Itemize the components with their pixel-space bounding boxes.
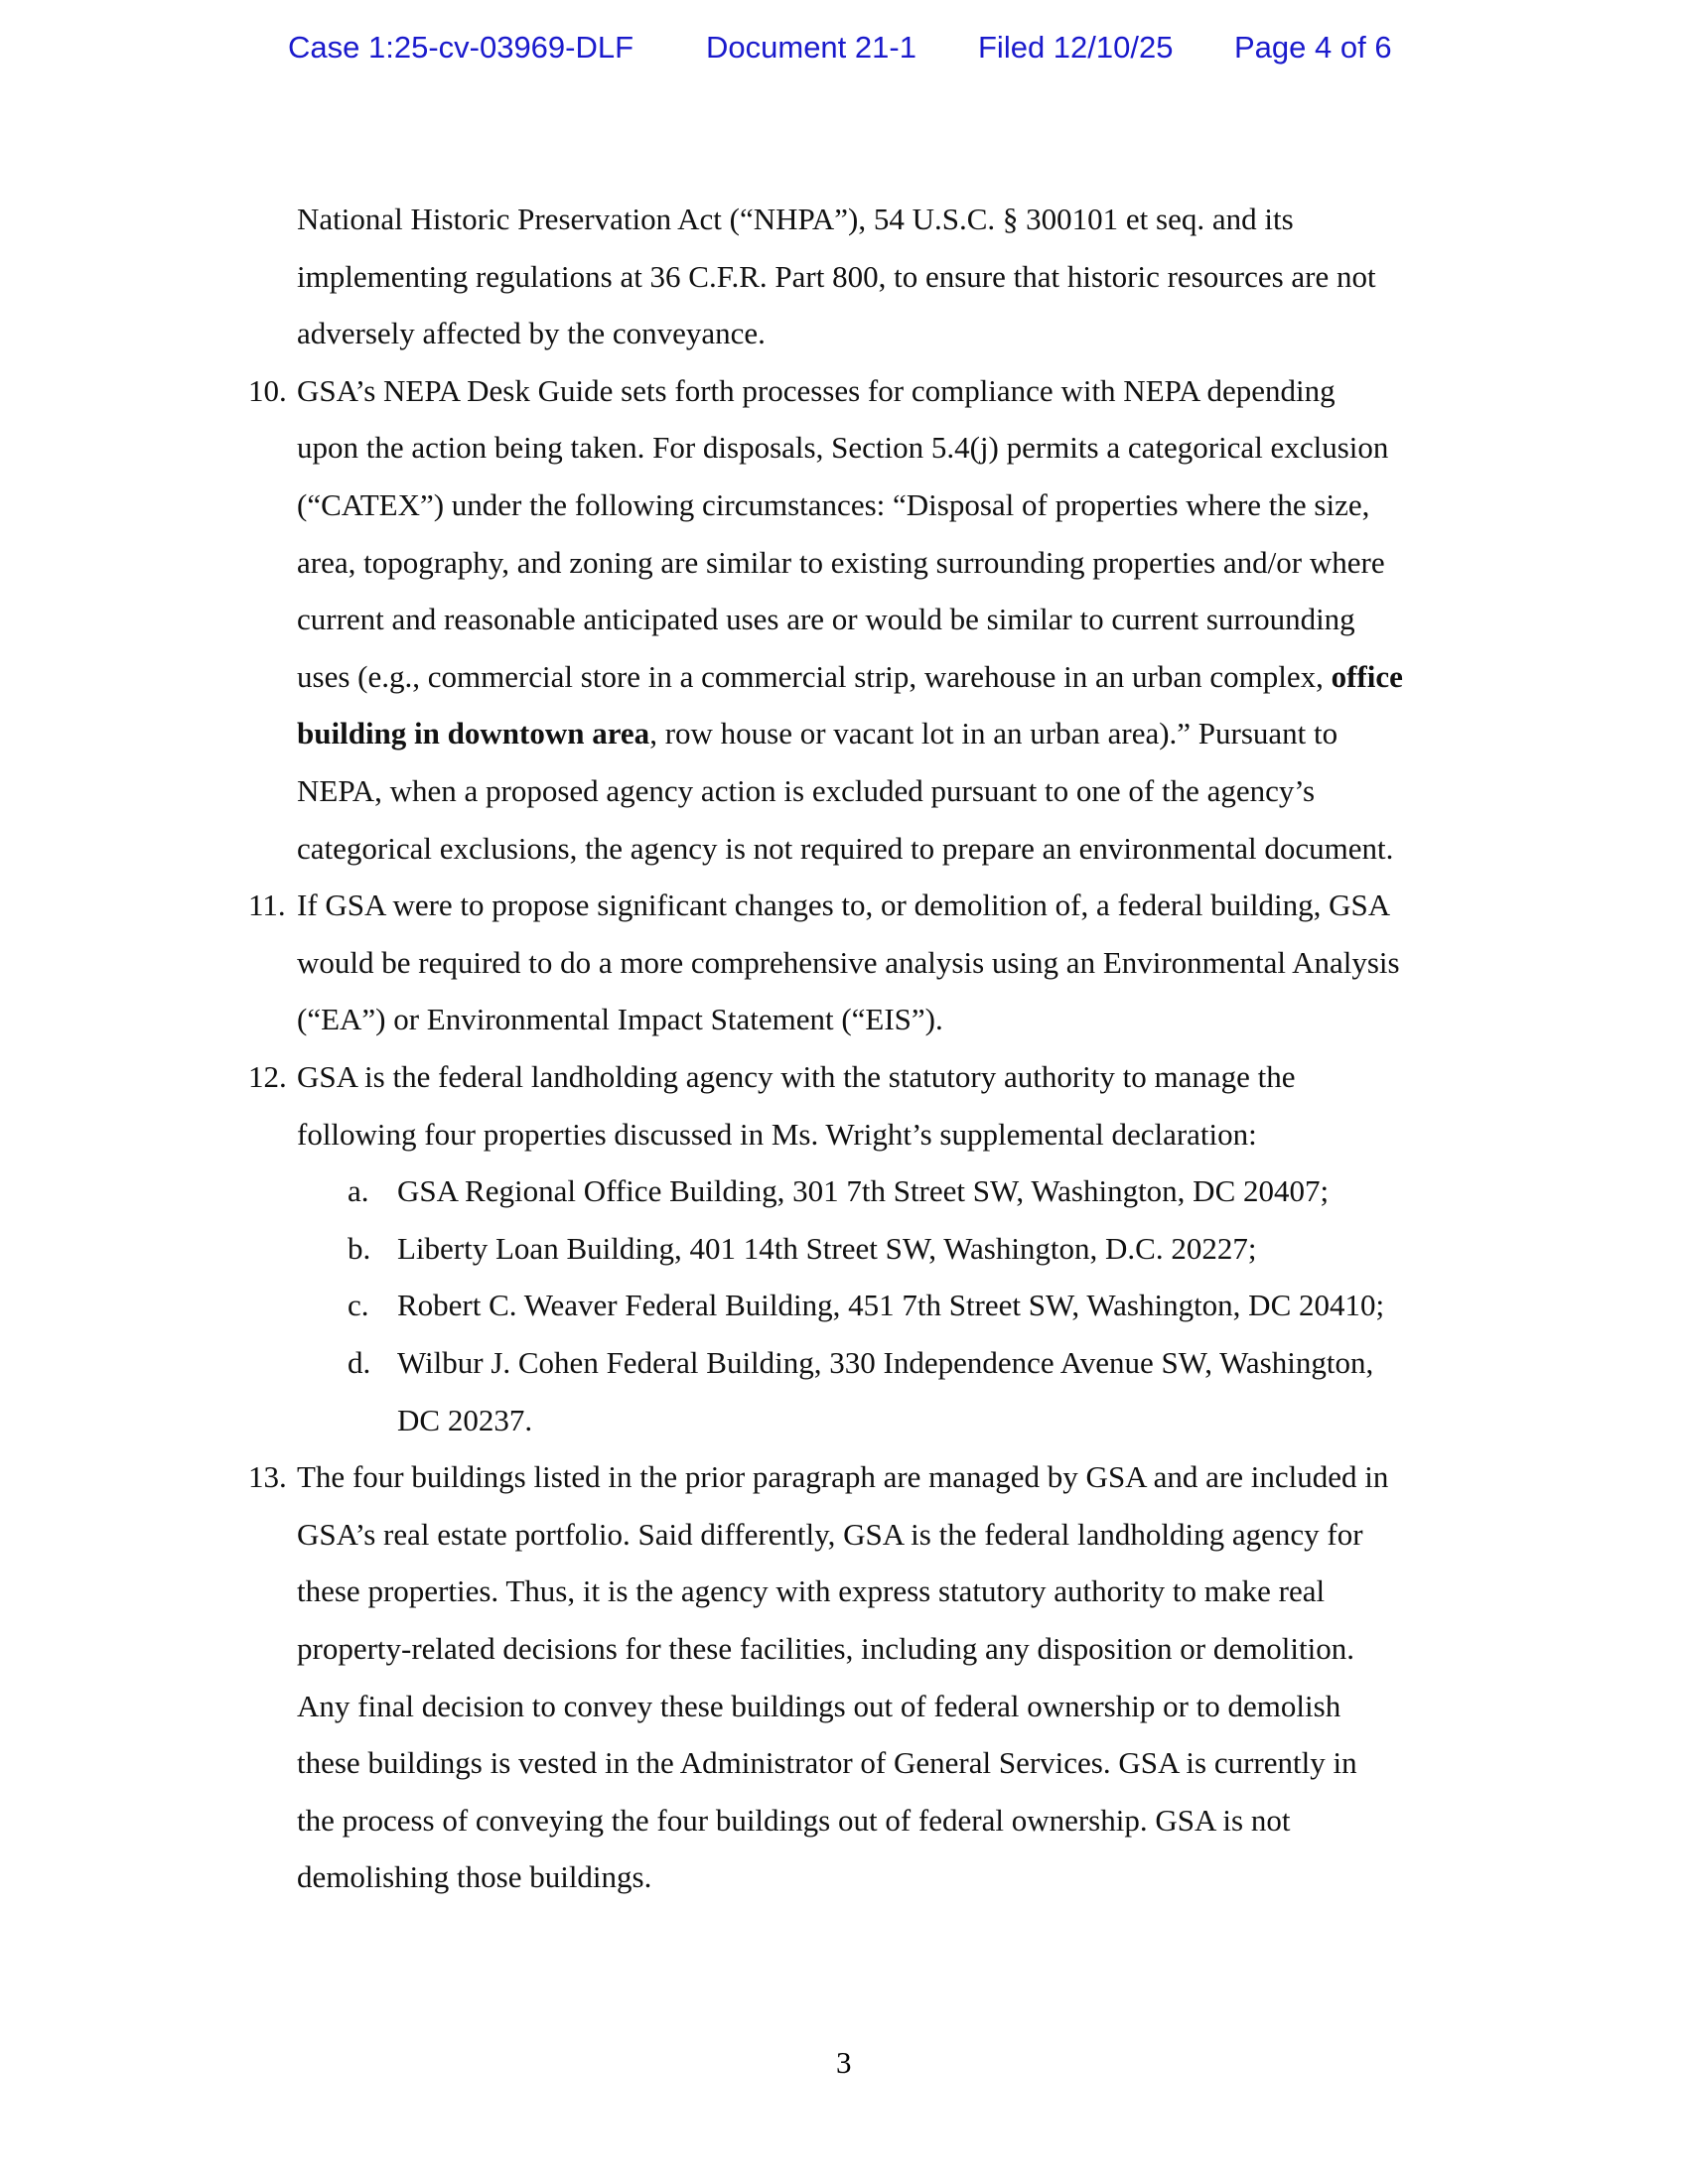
paragraph-line: upon the action being taken. For disposals, Section 5.4(j) permits a categorical exclusion [297,430,1389,466]
paragraph-line: would be required to do a more comprehensive analysis using an Environmental Analysis [297,944,1400,980]
paragraph-number: 13. [248,1459,287,1495]
paragraph-line: GSA’s NEPA Desk Guide sets forth processes for compliance with NEPA depending [297,372,1336,408]
paragraph-number: 10. [248,372,287,408]
list-item-marker: d. [348,1345,371,1380]
paragraph-line: If GSA were to propose significant changes to, or demolition of, a federal building, GSA [297,887,1391,923]
paragraph-line: area, topography, and zoning are similar to existing surrounding properties and/or where [297,544,1385,580]
paragraph-line: (“CATEX”) under the following circumstances: “Disposal of properties where the size, [297,487,1370,522]
paragraph-line [297,657,1403,697]
list-item-marker: b. [348,1230,371,1266]
header-case-number: Case 1:25-cv-03969-DLF [288,30,634,65]
list-item-line: Liberty Loan Building, 401 14th Street SW, Washington, D.C. 20227; [397,1230,1257,1266]
paragraph-line: NEPA, when a proposed agency action is excluded pursuant to one of the agency’s [297,773,1316,808]
text-segment: , row house or vacant lot in an urban area).” Pursuant to [649,716,1338,751]
paragraph-number: 12. [248,1059,287,1094]
paragraph-line: adversely affected by the conveyance. [297,316,766,351]
paragraph-line: National Historic Preservation Act (“NHPA”), 54 U.S.C. § 300101 et seq. and its [297,202,1294,236]
list-item-line: Robert C. Weaver Federal Building, 451 7th Street SW, Washington, DC 20410; [397,1288,1385,1323]
text-segment: uses (e.g., commercial store in a commercial strip, warehouse in an urban complex, [297,658,1332,694]
header-page-count: Page 4 of 6 [1234,30,1392,65]
header-filed-date: Filed 12/10/25 [978,30,1174,65]
paragraph-line: (“EA”) or Environmental Impact Statement (“EIS”). [297,1002,943,1037]
list-item-line: Wilbur J. Cohen Federal Building, 330 Independence Avenue SW, Washington, [397,1345,1374,1380]
paragraph-line: Any final decision to convey these buildings out of federal ownership or to demolish [297,1688,1341,1723]
list-item-line: GSA Regional Office Building, 301 7th Street SW, Washington, DC 20407; [397,1173,1330,1209]
paragraph-line: property-related decisions for these facilities, including any disposition or demolition. [297,1631,1354,1666]
list-item-marker: a. [348,1173,369,1209]
paragraph-line: The four buildings listed in the prior paragraph are managed by GSA and are included in [297,1459,1389,1495]
bold-text: office [1331,658,1403,694]
paragraph-line: GSA’s real estate portfolio. Said differently, GSA is the federal landholding agency for [297,1516,1363,1552]
paragraph-line: current and reasonable anticipated uses are or would be similar to current surrounding [297,602,1355,637]
paragraph-line: categorical exclusions, the agency is not required to prepare an environmental document. [297,830,1394,866]
paragraph-line: these properties. Thus, it is the agency with express statutory authority to make real [297,1573,1326,1609]
list-item-line: DC 20237. [397,1402,533,1437]
paragraph-line [297,714,1337,753]
list-item-marker: c. [348,1288,369,1323]
paragraph-line: demolishing those buildings. [297,1859,652,1895]
bold-text: building in downtown area [297,716,650,751]
paragraph-line: GSA is the federal landholding agency with the statutory authority to manage the [297,1059,1296,1094]
paragraph-line: following four properties discussed in Ms. Wright’s supplemental declaration: [297,1116,1257,1152]
header-document-number: Document 21-1 [706,30,916,65]
page-number: 3 [836,2045,852,2080]
paragraph-line: implementing regulations at 36 C.F.R. Part 800, to ensure that historic resources are not [297,258,1376,294]
paragraph-number: 11. [248,887,286,923]
paragraph-line: these buildings is vested in the Administrator of General Services. GSA is currently in [297,1745,1357,1781]
paragraph-line: the process of conveying the four buildings out of federal ownership. GSA is not [297,1802,1291,1838]
